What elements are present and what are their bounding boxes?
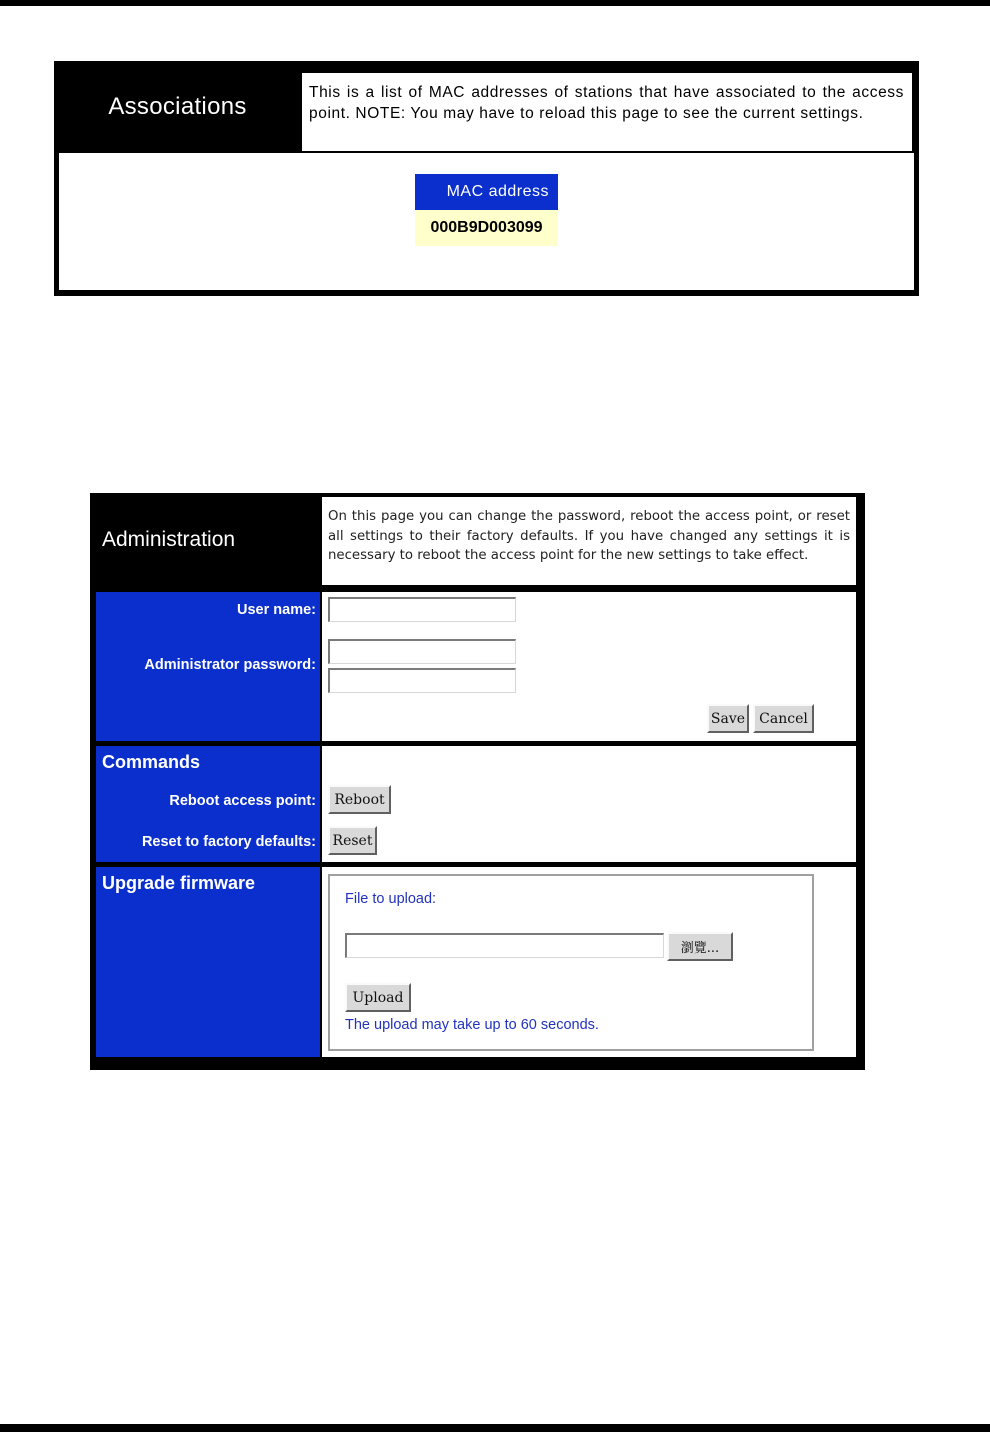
associations-body [59, 153, 914, 290]
upgrade-label-cell [96, 867, 320, 1057]
reboot-button[interactable]: Reboot [328, 785, 391, 814]
user-name-label: User name: [237, 602, 316, 618]
reset-button[interactable]: Reset [328, 826, 377, 855]
associations-title: Associations [108, 93, 247, 120]
admin-password-input[interactable] [328, 639, 516, 664]
associations-panel [54, 61, 919, 296]
browse-button[interactable]: 瀏覽... [667, 932, 733, 961]
reset-factory-defaults-label: Reset to factory defaults: [141, 834, 316, 850]
user-name-input[interactable] [328, 597, 516, 622]
admin-password-confirm-input[interactable] [328, 668, 516, 693]
upload-form-box [328, 874, 814, 1051]
upload-button[interactable]: Upload [345, 983, 411, 1012]
page-bottom-rule [0, 1424, 990, 1432]
upgrade-firmware-heading: Upgrade firmware [102, 873, 256, 893]
file-to-upload-label: File to upload: [345, 891, 437, 907]
administration-panel [90, 493, 865, 1070]
mac-address-column-header: MAC address [415, 174, 558, 210]
cancel-button[interactable]: Cancel [753, 704, 814, 733]
file-path-input[interactable] [345, 933, 664, 958]
administration-description: On this page you can change the password, reboot the access point, or reset all settings to their factory defaults. If you have changed any settings it is necessary to reboot the access point for the new settings to take effect. [322, 497, 856, 585]
reboot-access-point-label: Reboot access point: [169, 793, 316, 809]
page-top-rule [0, 0, 990, 6]
admin-password-label: Administrator password: [144, 657, 316, 673]
associations-description: This is a list of MAC addresses of stations that have associated to the access point. NOTE: You may have to reload this page to see the current settings. [302, 73, 912, 151]
administration-title: Administration [102, 527, 236, 551]
mac-address-table [415, 174, 558, 246]
upload-time-note: The upload may take up to 60 seconds. [345, 1017, 599, 1033]
mac-address-row: 000B9D003099 [415, 210, 558, 246]
commands-field-cell [322, 746, 856, 862]
save-button[interactable]: Save [707, 704, 749, 733]
commands-heading: Commands [102, 752, 201, 772]
